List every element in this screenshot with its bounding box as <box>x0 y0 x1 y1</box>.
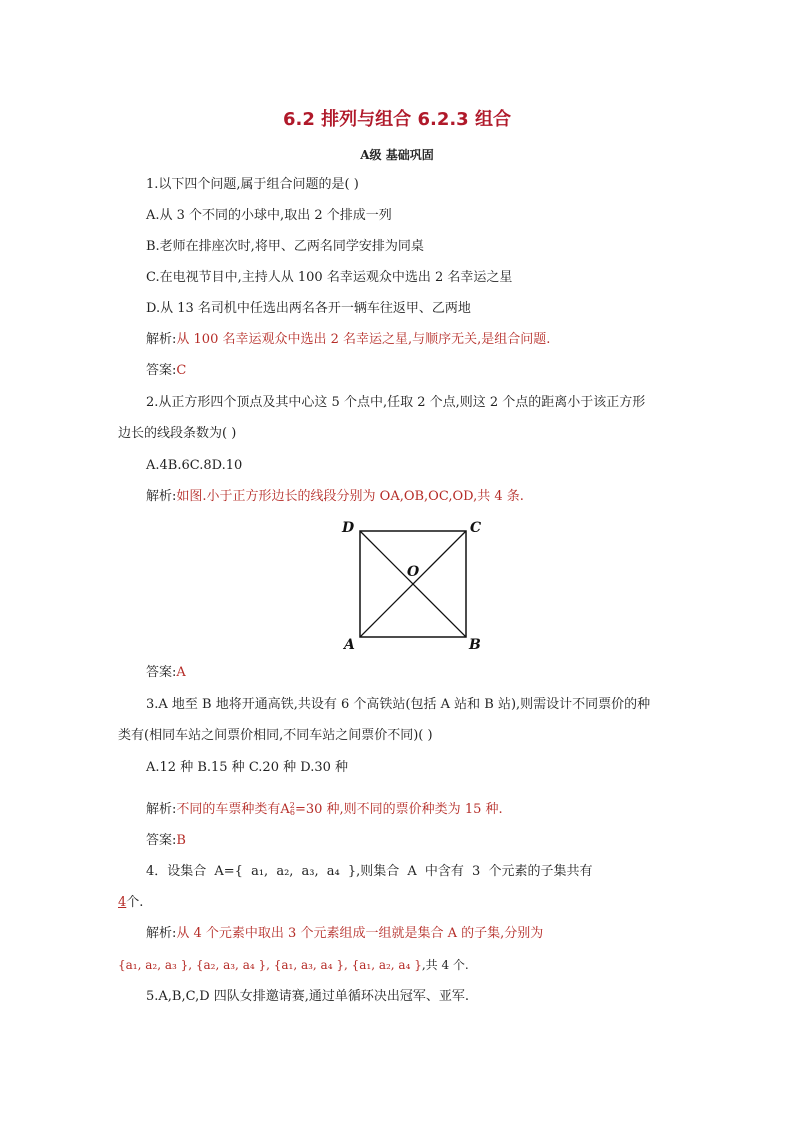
label-b: B <box>469 637 481 653</box>
q2-options: A.4B.6C.8D.10 <box>146 458 243 473</box>
q1-answer <box>146 362 186 380</box>
q3-stem-line1: 3.A 地至 B 地将开通高铁,共设有 6 个高铁站(包括 A 站和 B 站),则需设计不同票价的种 <box>146 697 651 712</box>
q2-answer <box>146 664 186 682</box>
q3-answer <box>146 832 186 850</box>
analysis-label: 解析: <box>146 802 177 817</box>
stem-tail: 个. <box>126 895 144 910</box>
analysis-text: 从 4 个元素中取出 3 个元素组成一组就是集合 A 的子集,分别为 <box>176 926 544 941</box>
label-c: C <box>470 520 482 536</box>
q3-options: A.12 种 B.15 种 C.20 种 D.30 种 <box>146 760 349 775</box>
q3-stem-line2: 类有(相同车站之间票价相同,不同车站之间票价不同)( ) <box>118 728 433 743</box>
label-a: A <box>344 637 355 653</box>
q2-stem-line1: 2.从正方形四个顶点及其中心这 5 个点中,任取 2 个点,则这 2 个点的距离小于该正方形 <box>146 395 646 410</box>
answer-label: 答案: <box>146 833 177 848</box>
q1-stem: 1.以下四个问题,属于组合问题的是( ) <box>146 177 359 192</box>
q3-analysis <box>146 797 503 822</box>
analysis-label: 解析: <box>146 926 177 941</box>
square-figure <box>336 512 496 654</box>
q1-option-d: D.从 13 名司机中任选出两名各开一辆车往返甲、乙两地 <box>146 301 471 316</box>
q2-stem-line2: 边长的线段条数为( ) <box>118 426 237 441</box>
subsets-list: {a₁, a₂, a₃ }, {a₂, a₃, a₄ }, {a₁, a₃, a₄ }, {a₁, a₂, a₄ } <box>118 958 422 972</box>
q5-stem: 5.A,B,C,D 四队女排邀请赛,通过单循环决出冠军、亚军. <box>146 989 470 1004</box>
page-title: 6.2 排列与组合 6.2.3 组合 <box>283 109 511 130</box>
permutation-symbol: $A^2_6$ <box>280 801 295 817</box>
label-d: D <box>342 520 355 536</box>
analysis-text-post: =30 种,则不同的票价种类为 15 种. <box>294 802 503 817</box>
answer-label: 答案: <box>146 665 177 680</box>
q2-analysis <box>146 488 524 506</box>
answer-label: 答案: <box>146 363 177 378</box>
analysis-text-pre: 不同的车票种类有 <box>176 802 281 817</box>
analysis-text: 从 100 名幸运观众中选出 2 名幸运之星,与顺序无关,是组合问题. <box>176 332 551 347</box>
level-heading: A级 基础巩固 <box>360 148 434 162</box>
q4-subsets <box>118 956 469 974</box>
subsets-tail: ,共 4 个. <box>421 958 469 972</box>
q1-option-c: C.在电视节目中,主持人从 100 名幸运观众中选出 2 名幸运之星 <box>146 270 513 285</box>
answer-value: A <box>176 665 186 680</box>
q1-option-b: B.老师在排座次时,将甲、乙两名同学安排为同桌 <box>146 239 424 254</box>
blank-answer: 4 <box>118 895 127 910</box>
answer-value: B <box>176 833 186 848</box>
analysis-text: 如图.小于正方形边长的线段分别为 OA,OB,OC,OD,共 4 条. <box>176 489 524 504</box>
q1-option-a: A.从 3 个不同的小球中,取出 2 个排成一列 <box>146 208 392 223</box>
label-o: O <box>407 564 420 580</box>
analysis-label: 解析: <box>146 332 177 347</box>
q4-analysis <box>146 925 543 943</box>
q4-stem-line1: 4．设集合 A={ a₁, a₂, a₃, a₄ },则集合 A 中含有 3 个元素的子集共有 <box>146 864 593 879</box>
answer-value: C <box>176 363 187 378</box>
q1-analysis <box>146 331 550 349</box>
q4-stem-line2 <box>118 894 143 912</box>
analysis-label: 解析: <box>146 489 177 504</box>
